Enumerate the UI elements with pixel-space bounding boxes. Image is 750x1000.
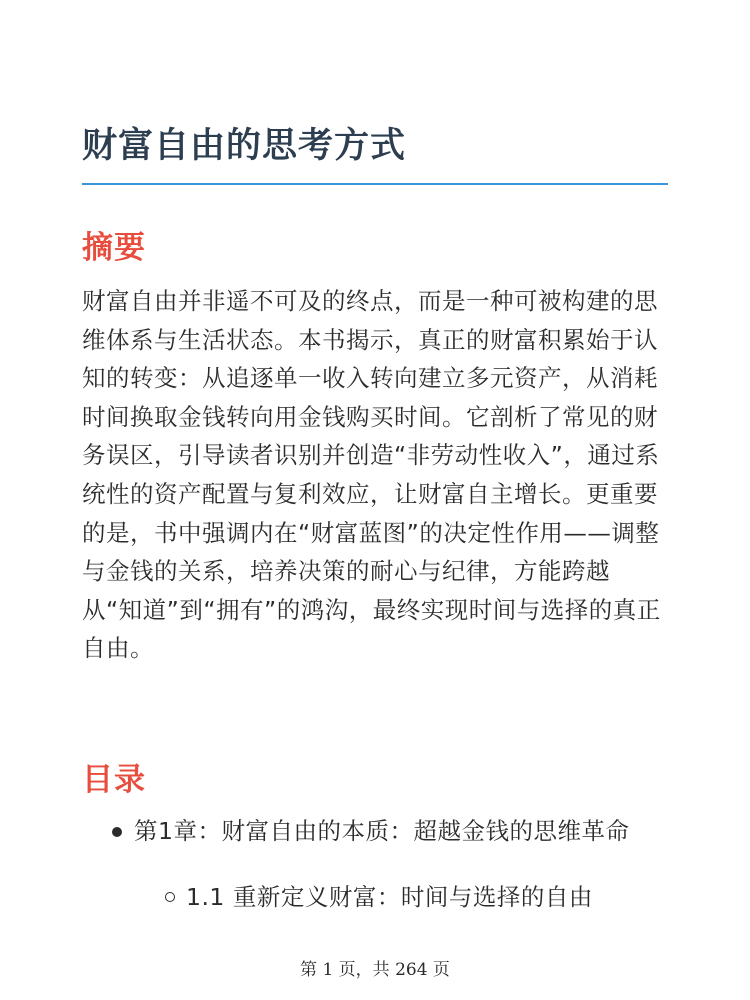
toc-section-1-1[interactable] — [134, 878, 672, 916]
toc-chapter-label: 第1章：财富自由的本质：超越金钱的思维革命 — [134, 817, 630, 845]
title-divider — [82, 183, 668, 185]
bullet-circle-icon — [165, 892, 175, 902]
page-number-footer: 第 1 页，共 264 页 — [300, 960, 450, 980]
toc-section-label: 1.1 重新定义财富：时间与选择的自由 — [186, 883, 593, 911]
summary-paragraph: 财富自由并非遥不可及的终点，而是一种可被构建的思维体系与生活状态。本书揭示，真正的财富积累始于认知的转变：从追逐单一收入转向建立多元资产，从消耗时间换取金钱转向用金钱购买时间。它剖析了常见的财务误区，引导读者识别并创造“非劳动性收入”，通过系统性的资产配置与复利效应，让财富自主增长。更重要的是，书中强调内在“财富蓝图”的决定性作用——调整与金钱的关系，培养决策的耐心与纪律，方能跨越从“知道”到“拥有”的鸿沟，最终实现时间与选择的真正自由。 — [82, 287, 661, 663]
toc-chapter-1[interactable] — [82, 812, 672, 916]
summary-heading: 摘要 — [82, 230, 146, 266]
document-title: 财富自由的思考方式 — [82, 126, 407, 166]
toc-heading: 目录 — [82, 762, 146, 798]
table-of-contents — [82, 812, 672, 916]
toc-sublist — [134, 878, 672, 916]
bullet-disc-icon — [112, 827, 122, 837]
